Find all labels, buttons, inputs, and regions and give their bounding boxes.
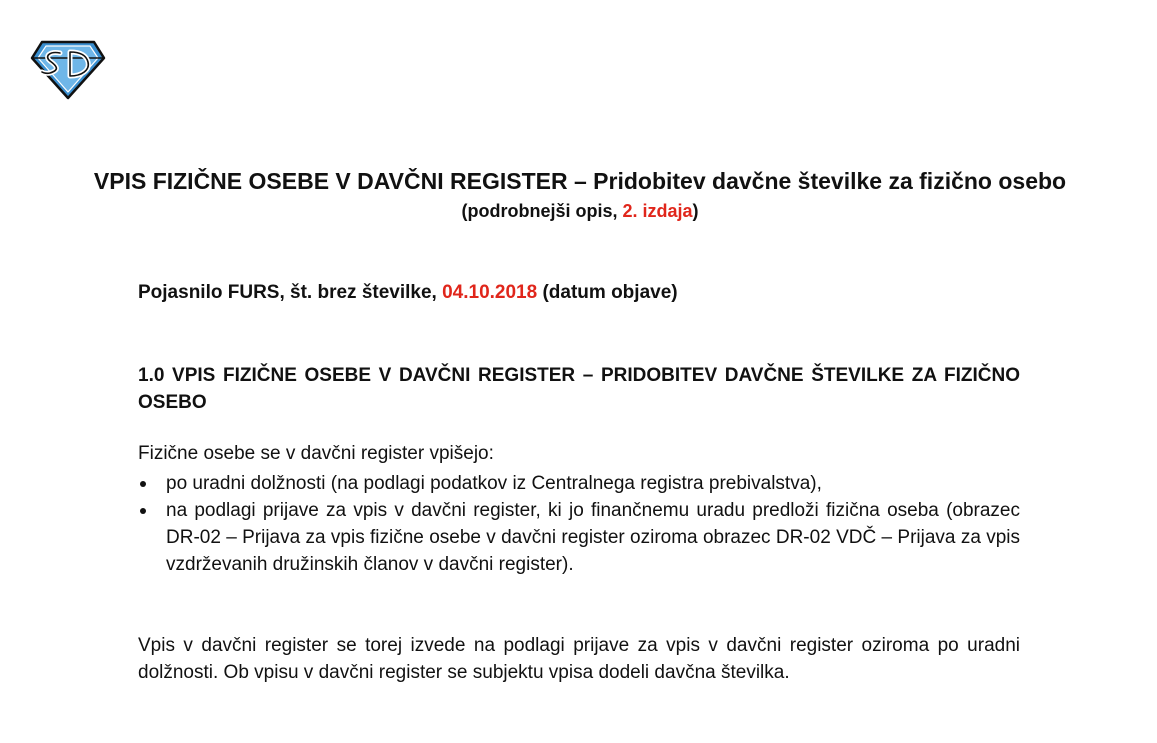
subtitle-prefix: (podrobnejši opis, (461, 201, 623, 221)
document-subtitle (80, 198, 1080, 224)
bullet-icon (140, 481, 146, 487)
subtitle-suffix: ) (692, 201, 699, 221)
document-title-block (80, 166, 1080, 224)
document-title: VPIS FIZIČNE OSEBE V DAVČNI REGISTER – Pridobitev davčne številke za fizično osebo (93, 168, 1067, 194)
list-item (138, 470, 1020, 497)
closing-paragraph: Vpis v davčni register se torej izvede na podlagi prijave za vpis v davčni register oziroma po uradni dolžnosti. Ob vpisu v davčni register se subjektu vpisa dodeli davčna številka. (138, 635, 1020, 683)
list-item (138, 497, 1020, 578)
publication-date: 04.10.2018 (442, 282, 538, 303)
list-item-text: na podlagi prijave za vpis v davčni register, ki jo finančnemu uradu predloži fizična oseba (obrazec DR-02 – Prijava za vpis fizične osebe v davčni register oziroma obrazec DR-02 VDČ – Prijava za vpis vzdrževanih družinskih članov v davčni register). (166, 500, 1020, 575)
source-suffix: (datum objave) (537, 282, 678, 303)
edition-label: 2. izdaja (622, 201, 693, 221)
section-heading: 1.0 VPIS FIZIČNE OSEBE V DAVČNI REGISTER – PRIDOBITEV DAVČNE ŠTEVILKE ZA FIZIČNO OSEBO (138, 365, 1020, 413)
bullet-icon (140, 508, 146, 514)
source-line (138, 282, 678, 304)
bullet-list (138, 470, 1020, 578)
list-item-text: po uradni dolžnosti (na podlagi podatkov iz Centralnega registra prebivalstva), (166, 473, 822, 494)
sd-logo-icon (30, 40, 106, 100)
section-intro: Fizične osebe se v davčni register vpišejo: (138, 443, 494, 464)
source-prefix: Pojasnilo FURS, št. brez številke, (138, 282, 443, 303)
